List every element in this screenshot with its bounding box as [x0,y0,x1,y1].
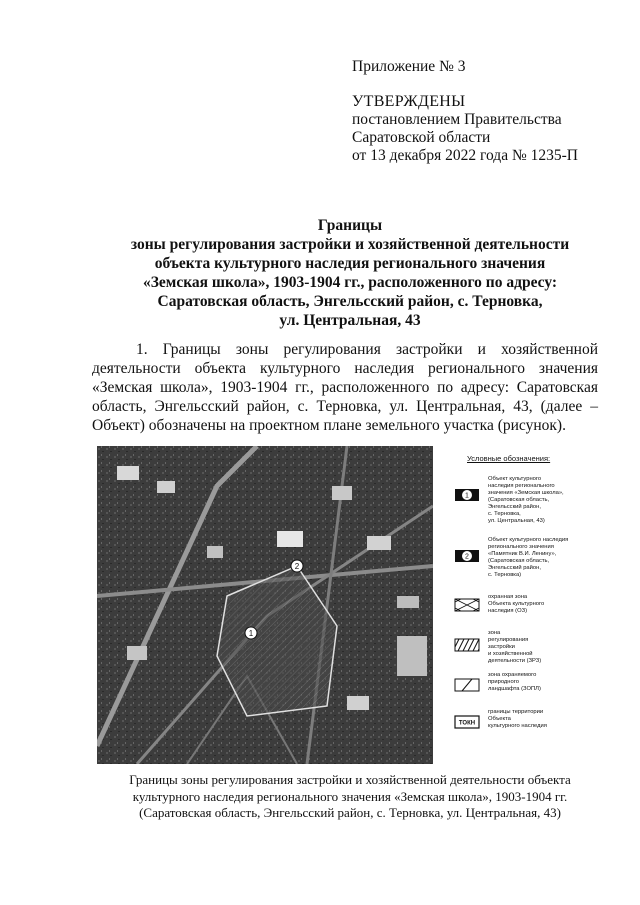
legend-symbol-1: 1 [465,492,469,500]
document-title [60,216,640,330]
legend-symbol-tokn: ТОКН [458,720,476,727]
legend-item-zrz [445,630,590,668]
black-marker-icon [454,488,480,502]
paragraph-line: область, Энгельсский район, с. Терновка, ул. Центральная, 43, (далее – [92,398,598,415]
approval-block [352,58,622,165]
map-marker-2: 2 [294,562,300,571]
caption-line: (Саратовская область, Энгельсский район, с. Терновка, ул. Центральная, 43) [139,805,561,820]
approval-line-1: постановлением Правительства [352,111,562,128]
legend-item-tokn [445,709,590,737]
diagonal-hatch-icon [454,638,480,652]
legend-item-text: охранная зона Объекта культурного наследия (ОЗ) [488,594,545,614]
legend-symbol-2: 2 [465,553,469,561]
black-marker-icon [454,549,480,563]
legend-item-school [445,476,590,526]
caption-line: Границы зоны регулирования застройки и хозяйственной деятельности объекта [129,772,571,787]
title-line: зоны регулирования застройки и хозяйственной деятельности [130,236,570,253]
approval-line-3: от 13 декабря 2022 года № 1235-П [352,147,578,164]
title-line: Границы [317,217,383,234]
cross-hatch-icon [454,598,480,612]
paragraph-line: «Земская школа», 1903-1904 гг., расположенного по адресу: Саратовская [92,379,598,396]
title-line: «Земская школа», 1903-1904 гг., расположенного по адресу: [142,274,558,291]
figure-caption [80,772,620,822]
caption-line: культурного наследия регионального значения «Земская школа», 1903-1904 гг. [132,788,568,804]
satellite-map-image [97,446,433,764]
legend-item-text: зона регулирования застройки и хозяйственной деятельности (ЗРЗ) [488,630,542,664]
title-line: ул. Центральная, 43 [279,312,421,329]
boundary-box-icon [454,715,480,729]
title-line: объекта культурного наследия регионального значения [154,255,546,272]
approval-line-2: Саратовской области [352,129,491,146]
legend-item-zopl [445,672,590,698]
title-line: Саратовская область, Энгельсский район, с. Терновка, [157,293,543,310]
body-paragraph [92,340,598,435]
legend-item-lenin [445,537,590,583]
paragraph-line: 1. Границы зоны регулирования застройки и хозяйственной [136,341,598,358]
slash-box-icon [454,678,480,692]
legend-item-text: границы территории Объекта культурного наследия [488,709,547,729]
legend-item-text: Объект культурного наследия регионального значения «Памятник В.И. Ленину», (Саратовская область, Энгельсский район, с. Терновка) [488,537,569,578]
map-legend [445,454,590,754]
paragraph-line: Объект) обозначены на проектном плане земельного участка (рисунок). [92,417,566,434]
map-drawing [97,446,433,764]
appendix-label: Приложение № 3 [352,58,466,75]
paragraph-line: деятельности объекта культурного наследия регионального значения [92,360,598,377]
map-marker-1: 1 [248,629,254,638]
legend-item-text: зона охраняемого природного ландшафта (ЗОПЛ) [488,672,541,692]
approved-label: УТВЕРЖДЕНЫ [352,93,466,110]
legend-item-oz [445,594,590,620]
legend-item-text: Объект культурного наследия регионального значения «Земская школа», (Саратовская область, Энгельсский район, с. Терновка, ул. Центральная, 43) [488,476,564,524]
legend-title: Условные обозначения: [467,454,551,463]
